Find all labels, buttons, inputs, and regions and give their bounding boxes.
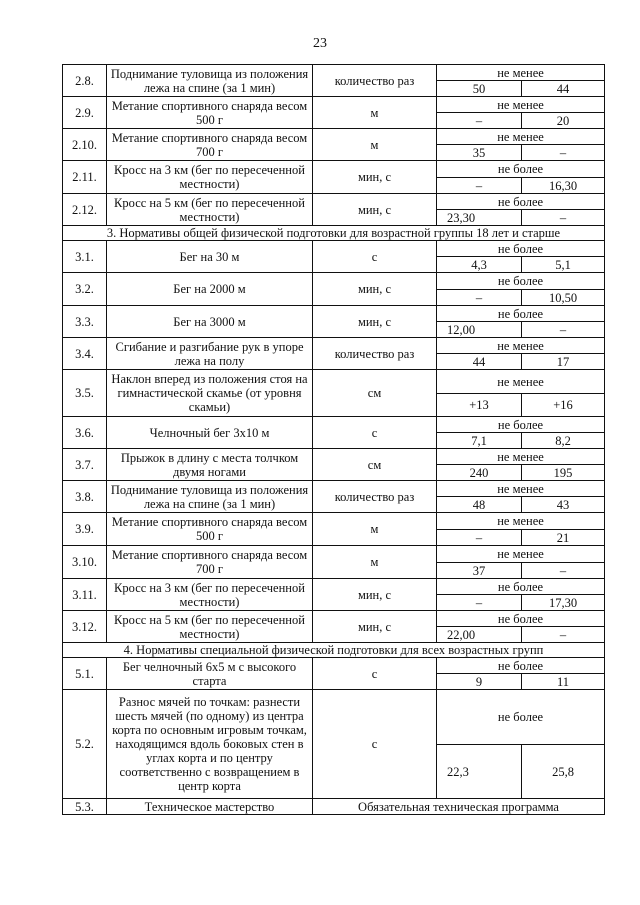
exercise-name: Кросс на 3 км (бег по пересеченной местности) xyxy=(107,579,313,611)
condition-cell: не более xyxy=(437,241,605,257)
exercise-name: Метание спортивного снаряда весом 700 г xyxy=(107,129,313,161)
value-cell-2: 17,30 xyxy=(522,595,605,611)
value-cell-1: 44 xyxy=(437,354,522,370)
row-number: 3.9. xyxy=(63,513,107,546)
table-row xyxy=(63,546,605,563)
value-cell-1: 4,3 xyxy=(437,257,522,273)
row-number: 3.4. xyxy=(63,338,107,370)
table-row xyxy=(63,417,605,433)
row-number: 2.8. xyxy=(63,65,107,97)
exercise-name: Бег на 3000 м xyxy=(107,306,313,338)
condition-cell: не более xyxy=(437,658,605,674)
condition-cell: не более xyxy=(437,690,605,745)
row-number: 3.10. xyxy=(63,546,107,579)
exercise-name: Челночный бег 3х10 м xyxy=(107,417,313,449)
page-number: 23 xyxy=(313,36,327,51)
condition-cell: не менее xyxy=(437,481,605,497)
row-number: 2.10. xyxy=(63,129,107,161)
unit-cell: количество раз xyxy=(313,65,437,97)
row-number: 3.7. xyxy=(63,449,107,481)
value-cell-1: 22,3 xyxy=(437,745,522,799)
exercise-name: Кросс на 5 км (бег по пересеченной местности) xyxy=(107,611,313,643)
value-cell-2: – xyxy=(522,627,605,643)
row-number: 2.12. xyxy=(63,194,107,226)
exercise-name: Поднимание туловища из положения лежа на спине (за 1 мин) xyxy=(107,481,313,513)
table-row xyxy=(63,370,605,394)
unit-cell: с xyxy=(313,241,437,273)
value-cell-1: 37 xyxy=(437,563,522,579)
value-cell-2: – xyxy=(522,210,605,226)
unit-cell: см xyxy=(313,449,437,481)
table-row xyxy=(63,513,605,530)
table-row xyxy=(63,241,605,257)
exercise-name: Метание спортивного снаряда весом 500 г xyxy=(107,513,313,546)
condition-cell: не более xyxy=(437,417,605,433)
value-cell-2: 43 xyxy=(522,497,605,513)
table-row xyxy=(63,194,605,210)
value-cell-1: 12,00 xyxy=(437,322,522,338)
exercise-name: Метание спортивного снаряда весом 500 г xyxy=(107,97,313,129)
value-cell-2: 10,50 xyxy=(522,290,605,306)
section-title: 3. Нормативы общей физической подготовки для возрастной группы 18 лет и старше xyxy=(63,226,605,241)
unit-cell: количество раз xyxy=(313,338,437,370)
condition-cell: не менее xyxy=(437,129,605,145)
row-number: 2.11. xyxy=(63,161,107,194)
value-cell-1: 48 xyxy=(437,497,522,513)
table-row xyxy=(63,338,605,354)
value-cell-2: 5,1 xyxy=(522,257,605,273)
value-cell-2: 8,2 xyxy=(522,433,605,449)
value-cell-2: 20 xyxy=(522,113,605,129)
unit-cell: с xyxy=(313,417,437,449)
value-cell-1: 22,00 xyxy=(437,627,522,643)
row-number: 5.2. xyxy=(63,690,107,799)
value-cell-2: – xyxy=(522,563,605,579)
table-row xyxy=(63,65,605,81)
unit-cell: мин, с xyxy=(313,194,437,226)
exercise-name: Бег на 2000 м xyxy=(107,273,313,306)
value-cell-1: – xyxy=(437,595,522,611)
unit-cell: мин, с xyxy=(313,161,437,194)
condition-cell: не более xyxy=(437,306,605,322)
value-cell-1: – xyxy=(437,113,522,129)
row-number: 3.1. xyxy=(63,241,107,273)
condition-cell: не менее xyxy=(437,370,605,394)
condition-cell: не менее xyxy=(437,513,605,530)
value-cell-2: – xyxy=(522,145,605,161)
table-row xyxy=(63,611,605,627)
value-cell-2: 16,30 xyxy=(522,178,605,194)
section-row xyxy=(63,226,605,241)
condition-cell: не менее xyxy=(437,546,605,563)
condition-cell: не более xyxy=(437,611,605,627)
unit-cell: с xyxy=(313,658,437,690)
row-number: 3.5. xyxy=(63,370,107,417)
value-cell-2: – xyxy=(522,322,605,338)
value-cell-1: – xyxy=(437,530,522,546)
unit-cell: мин, с xyxy=(313,273,437,306)
condition-cell: не более xyxy=(437,194,605,210)
norms-table xyxy=(62,64,605,815)
exercise-name: Поднимание туловища из положения лежа на спине (за 1 мин) xyxy=(107,65,313,97)
value-cell-1: +13 xyxy=(437,394,522,417)
value-cell-1: 50 xyxy=(437,81,522,97)
condition-cell: не менее xyxy=(437,449,605,465)
unit-cell: мин, с xyxy=(313,306,437,338)
unit-cell: см xyxy=(313,370,437,417)
row-number: 5.1. xyxy=(63,658,107,690)
row-number: 5.3. xyxy=(63,799,107,815)
value-cell-2: 11 xyxy=(522,674,605,690)
condition-cell: не более xyxy=(437,579,605,595)
unit-cell: мин, с xyxy=(313,611,437,643)
table-row xyxy=(63,161,605,178)
section-row xyxy=(63,643,605,658)
value-cell-1: – xyxy=(437,178,522,194)
table-row xyxy=(63,273,605,290)
value-cell-1: – xyxy=(437,290,522,306)
exercise-name: Метание спортивного снаряда весом 700 г xyxy=(107,546,313,579)
exercise-name: Наклон вперед из положения стоя на гимнастической скамье (от уровня скамьи) xyxy=(107,370,313,417)
table-row xyxy=(63,97,605,113)
condition-cell: не более xyxy=(437,161,605,178)
exercise-name: Техническое мастерство xyxy=(107,799,313,815)
unit-cell: м xyxy=(313,129,437,161)
condition-cell: не менее xyxy=(437,338,605,354)
value-cell-2: 21 xyxy=(522,530,605,546)
table-row xyxy=(63,690,605,745)
exercise-name: Кросс на 5 км (бег по пересеченной местности) xyxy=(107,194,313,226)
row-number: 2.9. xyxy=(63,97,107,129)
value-cell-1: 240 xyxy=(437,465,522,481)
row-number: 3.8. xyxy=(63,481,107,513)
unit-cell: м xyxy=(313,97,437,129)
row-number: 3.2. xyxy=(63,273,107,306)
table-row xyxy=(63,579,605,595)
value-cell-2: 17 xyxy=(522,354,605,370)
row-number: 3.3. xyxy=(63,306,107,338)
exercise-name: Разнос мячей по точкам: разнести шесть мячей (по одному) из центра корта по основным игровым точкам, находящимся вдоль боковых стен в углах корта и по центру соответственно с возвращением в центр корта xyxy=(107,690,313,799)
condition-cell: не менее xyxy=(437,65,605,81)
exercise-name: Бег челночный 6х5 м с высокого старта xyxy=(107,658,313,690)
table-row xyxy=(63,306,605,322)
exercise-name: Бег на 30 м xyxy=(107,241,313,273)
exercise-name: Кросс на 3 км (бег по пересеченной местности) xyxy=(107,161,313,194)
value-cell-1: 9 xyxy=(437,674,522,690)
value-cell-1: 7,1 xyxy=(437,433,522,449)
value-cell-1: 35 xyxy=(437,145,522,161)
row-number: 3.12. xyxy=(63,611,107,643)
condition-cell: не более xyxy=(437,273,605,290)
row-number: 3.6. xyxy=(63,417,107,449)
value-cell-2: +16 xyxy=(522,394,605,417)
unit-cell: м xyxy=(313,546,437,579)
table-row xyxy=(63,799,605,815)
value-cell-2: 25,8 xyxy=(522,745,605,799)
exercise-name: Прыжок в длину с места толчком двумя ногами xyxy=(107,449,313,481)
table-row xyxy=(63,481,605,497)
table-row xyxy=(63,658,605,674)
unit-cell: м xyxy=(313,513,437,546)
table-row xyxy=(63,129,605,145)
exercise-name: Сгибание и разгибание рук в упоре лежа на полу xyxy=(107,338,313,370)
row-number: 3.11. xyxy=(63,579,107,611)
condition-cell: не менее xyxy=(437,97,605,113)
unit-cell: с xyxy=(313,690,437,799)
table-row xyxy=(63,449,605,465)
value-cell-2: 44 xyxy=(522,81,605,97)
program-cell: Обязательная техническая программа xyxy=(313,799,605,815)
section-title: 4. Нормативы специальной физической подготовки для всех возрастных групп xyxy=(63,643,605,658)
value-cell-2: 195 xyxy=(522,465,605,481)
value-cell-1: 23,30 xyxy=(437,210,522,226)
unit-cell: мин, с xyxy=(313,579,437,611)
unit-cell: количество раз xyxy=(313,481,437,513)
